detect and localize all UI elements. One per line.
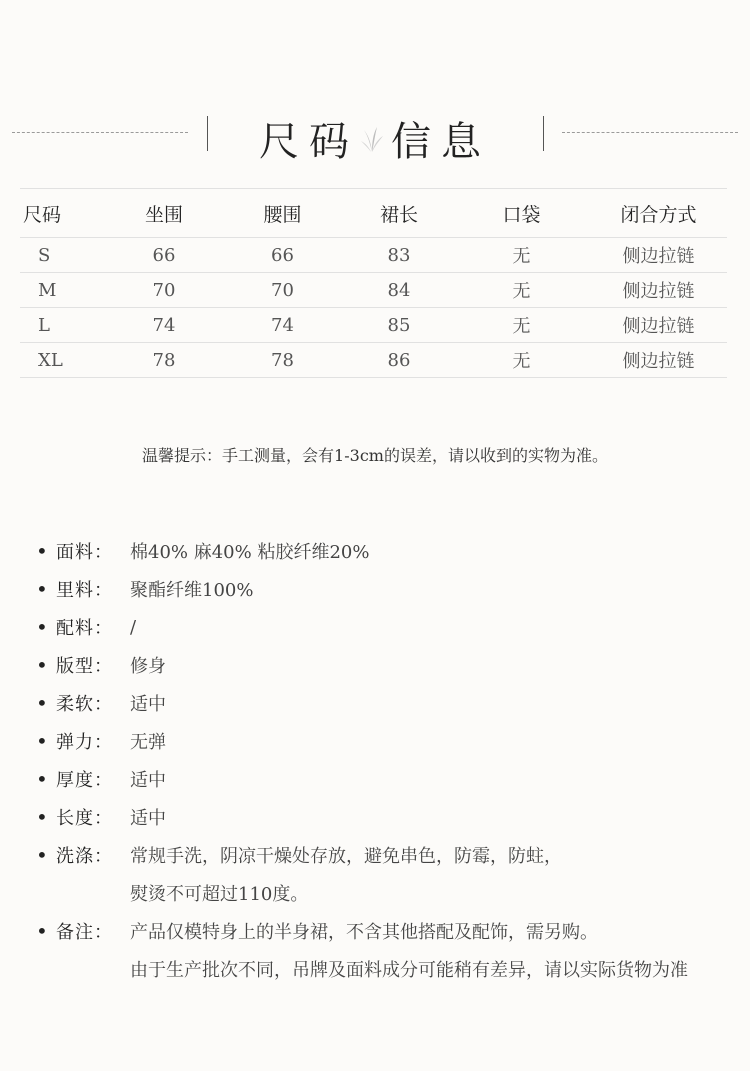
spec-value: 适中 — [130, 770, 166, 791]
spec-item-notes-continued — [36, 950, 750, 988]
spec-item-elasticity — [36, 722, 750, 760]
table-cell: 70 — [108, 273, 220, 308]
bullet-icon: • — [36, 577, 48, 601]
spec-value: 修身 — [130, 656, 166, 677]
column-header-length: 裙长 — [345, 189, 453, 238]
spec-item-lining — [36, 570, 750, 608]
title-right-divider — [543, 116, 544, 151]
table-cell: 侧边拉链 — [590, 343, 727, 378]
table-cell: 70 — [220, 273, 345, 308]
table-cell: 84 — [345, 273, 453, 308]
table-cell: 无 — [453, 238, 590, 273]
column-header-waist: 腰围 — [220, 189, 345, 238]
spec-item-softness — [36, 684, 750, 722]
bullet-icon: • — [36, 729, 48, 753]
table-cell: XL — [20, 343, 108, 378]
title-right-text: 信息 — [391, 119, 491, 165]
bullet-icon: • — [36, 843, 48, 867]
spec-value: 产品仅模特身上的半身裙，不含其他搭配及配饰，需另购。 — [130, 922, 598, 943]
spec-item-fabric — [36, 532, 750, 570]
table-cell: 66 — [220, 238, 345, 273]
spec-item-notes — [36, 912, 750, 950]
table-cell: 侧边拉链 — [590, 273, 727, 308]
spec-label: 备注： — [56, 922, 113, 943]
table-cell: L — [20, 308, 108, 343]
bullet-icon: • — [36, 615, 48, 639]
spec-label: 版型： — [56, 656, 113, 677]
measurement-tip: 温馨提示：手工测量，会有1-3cm的误差，请以收到的实物为准。 — [142, 446, 608, 465]
spec-label: 面料： — [56, 542, 113, 563]
title-left-text: 尺码 — [259, 119, 359, 165]
size-table — [20, 188, 727, 378]
spec-label: 洗涤： — [56, 846, 113, 867]
grass-leaf-icon — [359, 124, 385, 154]
spec-value: 由于生产批次不同，吊牌及面料成分可能稍有差异，请以实际货物为准 — [130, 960, 688, 981]
table-row — [20, 238, 727, 273]
size-table-header-row — [20, 189, 727, 238]
spec-label: 弹力： — [56, 732, 113, 753]
bullet-icon: • — [36, 653, 48, 677]
spec-value: / — [130, 616, 137, 638]
spec-value: 熨烫不可超过110度。 — [130, 884, 309, 905]
spec-item-thickness — [36, 760, 750, 798]
column-header-seat: 坐围 — [108, 189, 220, 238]
spec-value: 棉40% 麻40% 粘胶纤维20% — [130, 542, 370, 563]
spec-label: 配料： — [56, 618, 113, 639]
spec-value: 无弹 — [130, 732, 166, 753]
bullet-icon: • — [36, 691, 48, 715]
title-right-dashed-rule — [562, 132, 738, 133]
spec-value: 聚酯纤维100% — [130, 580, 254, 601]
bullet-icon: • — [36, 767, 48, 791]
spec-item-length — [36, 798, 750, 836]
bullet-icon: • — [36, 539, 48, 563]
spec-item-washing — [36, 836, 750, 874]
table-cell: 78 — [220, 343, 345, 378]
spec-value: 常规手洗，阴凉干燥处存放，避免串色，防霉，防蛀， — [130, 846, 562, 867]
table-cell: 78 — [108, 343, 220, 378]
table-row — [20, 308, 727, 343]
table-cell: 无 — [453, 343, 590, 378]
table-cell: S — [20, 238, 108, 273]
table-cell: 86 — [345, 343, 453, 378]
table-row — [20, 273, 727, 308]
table-cell: M — [20, 273, 108, 308]
spec-label: 柔软： — [56, 694, 113, 715]
spec-label: 长度： — [56, 808, 113, 829]
table-cell: 侧边拉链 — [590, 308, 727, 343]
spec-label: 里料： — [56, 580, 113, 601]
page-title — [0, 110, 750, 167]
table-cell: 侧边拉链 — [590, 238, 727, 273]
bullet-icon: • — [36, 805, 48, 829]
spec-item-accessories — [36, 608, 750, 646]
spec-value: 适中 — [130, 694, 166, 715]
table-cell: 74 — [108, 308, 220, 343]
table-row — [20, 343, 727, 378]
table-cell: 85 — [345, 308, 453, 343]
spec-item-fit — [36, 646, 750, 684]
column-header-size: 尺码 — [20, 189, 108, 238]
bullet-icon: • — [36, 919, 48, 943]
table-cell: 83 — [345, 238, 453, 273]
table-cell: 无 — [453, 308, 590, 343]
table-cell: 74 — [220, 308, 345, 343]
spec-list — [36, 532, 750, 988]
spec-value: 适中 — [130, 808, 166, 829]
table-cell: 无 — [453, 273, 590, 308]
spec-item-washing-continued — [36, 874, 750, 912]
column-header-pocket: 口袋 — [453, 189, 590, 238]
table-cell: 66 — [108, 238, 220, 273]
spec-label: 厚度： — [56, 770, 113, 791]
column-header-closure: 闭合方式 — [590, 189, 727, 238]
